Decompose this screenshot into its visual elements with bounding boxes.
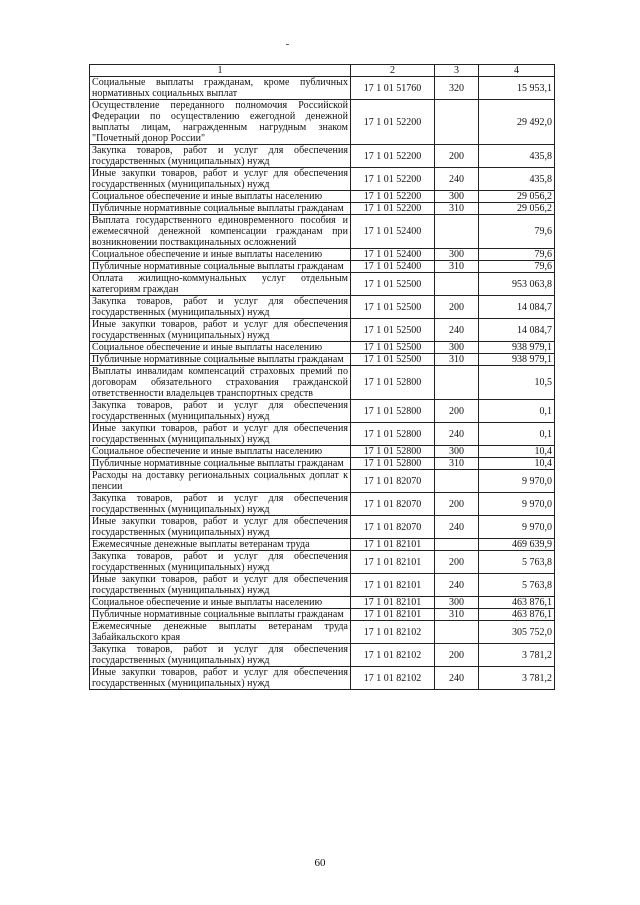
row-name-cell: Иные закупки товаров, работ и услуг для обеспечения государственных (муниципальных) нужд — [90, 168, 351, 191]
row-type-cell: 200 — [435, 493, 479, 516]
row-code-cell: 17 1 01 51760 — [351, 77, 435, 100]
budget-table — [89, 64, 555, 690]
row-type-cell — [435, 100, 479, 145]
row-type-cell: 300 — [435, 342, 479, 354]
row-amount-cell: 9 970,0 — [479, 470, 555, 493]
row-amount-cell: 3 781,2 — [479, 644, 555, 667]
scan-mark — [286, 44, 289, 45]
row-code-cell: 17 1 01 52500 — [351, 273, 435, 296]
row-name-cell: Социальное обеспечение и иные выплаты населению — [90, 597, 351, 609]
row-amount-cell: 10,5 — [479, 366, 555, 400]
row-name-cell: Социальные выплаты гражданам, кроме публичных нормативных социальных выплат — [90, 77, 351, 100]
row-name-cell: Социальное обеспечение и иные выплаты населению — [90, 191, 351, 203]
row-code-cell: 17 1 01 82102 — [351, 644, 435, 667]
table-row — [90, 366, 555, 400]
column-header-type: 3 — [435, 65, 479, 77]
row-amount-cell: 79,6 — [479, 215, 555, 249]
row-name-cell: Осуществление переданного полномочия Российской Федерации по осуществлению ежегодной денежной выплаты лицам, награжденным нагрудным знаком "Почетный донор России" — [90, 100, 351, 145]
table-row — [90, 621, 555, 644]
row-name-cell: Закупка товаров, работ и услуг для обеспечения государственных (муниципальных) нужд — [90, 145, 351, 168]
row-code-cell: 17 1 01 82070 — [351, 516, 435, 539]
row-code-cell: 17 1 01 82102 — [351, 621, 435, 644]
row-type-cell: 200 — [435, 644, 479, 667]
table-row — [90, 261, 555, 273]
row-code-cell: 17 1 01 52400 — [351, 261, 435, 273]
row-amount-cell: 29 492,0 — [479, 100, 555, 145]
table-row — [90, 249, 555, 261]
table-row — [90, 203, 555, 215]
row-type-cell: 240 — [435, 516, 479, 539]
row-code-cell: 17 1 01 52800 — [351, 423, 435, 446]
row-amount-cell: 9 970,0 — [479, 493, 555, 516]
row-type-cell: 200 — [435, 400, 479, 423]
table-row — [90, 516, 555, 539]
row-code-cell: 17 1 01 52400 — [351, 249, 435, 261]
row-name-cell: Социальное обеспечение и иные выплаты населению — [90, 342, 351, 354]
table-row — [90, 354, 555, 366]
row-type-cell: 310 — [435, 261, 479, 273]
row-type-cell: 240 — [435, 168, 479, 191]
row-type-cell: 310 — [435, 609, 479, 621]
table-row — [90, 191, 555, 203]
row-name-cell: Публичные нормативные социальные выплаты гражданам — [90, 458, 351, 470]
row-name-cell: Социальное обеспечение и иные выплаты населению — [90, 249, 351, 261]
table-row — [90, 296, 555, 319]
table-body — [90, 77, 555, 690]
row-code-cell: 17 1 01 82070 — [351, 470, 435, 493]
row-code-cell: 17 1 01 82101 — [351, 609, 435, 621]
table-row — [90, 100, 555, 145]
row-amount-cell: 5 763,8 — [479, 574, 555, 597]
row-type-cell: 300 — [435, 446, 479, 458]
table-row — [90, 168, 555, 191]
row-code-cell: 17 1 01 82101 — [351, 574, 435, 597]
table-row — [90, 342, 555, 354]
row-amount-cell: 10,4 — [479, 458, 555, 470]
column-header-amount: 4 — [479, 65, 555, 77]
row-type-cell: 310 — [435, 458, 479, 470]
table-row — [90, 458, 555, 470]
row-amount-cell: 953 063,8 — [479, 273, 555, 296]
row-amount-cell: 463 876,1 — [479, 609, 555, 621]
row-code-cell: 17 1 01 52800 — [351, 446, 435, 458]
row-amount-cell: 938 979,1 — [479, 342, 555, 354]
row-name-cell: Закупка товаров, работ и услуг для обеспечения государственных (муниципальных) нужд — [90, 644, 351, 667]
row-name-cell: Публичные нормативные социальные выплаты гражданам — [90, 261, 351, 273]
row-amount-cell: 938 979,1 — [479, 354, 555, 366]
row-code-cell: 17 1 01 82101 — [351, 551, 435, 574]
row-type-cell: 200 — [435, 296, 479, 319]
row-name-cell: Иные закупки товаров, работ и услуг для обеспечения государственных (муниципальных) нужд — [90, 667, 351, 690]
table-row — [90, 597, 555, 609]
table-row — [90, 423, 555, 446]
table-row — [90, 273, 555, 296]
row-code-cell: 17 1 01 52200 — [351, 191, 435, 203]
row-amount-cell: 79,6 — [479, 261, 555, 273]
row-amount-cell: 15 953,1 — [479, 77, 555, 100]
row-name-cell: Выплаты инвалидам компенсаций страховых премий по договорам обязательного страхования гражданской ответственности владельцев транспортных средств — [90, 366, 351, 400]
row-name-cell: Ежемесячные денежные выплаты ветеранам труда Забайкальского края — [90, 621, 351, 644]
row-type-cell: 300 — [435, 597, 479, 609]
row-amount-cell: 9 970,0 — [479, 516, 555, 539]
row-amount-cell: 14 084,7 — [479, 319, 555, 342]
row-code-cell: 17 1 01 52800 — [351, 458, 435, 470]
row-amount-cell: 79,6 — [479, 249, 555, 261]
row-amount-cell: 435,8 — [479, 145, 555, 168]
row-type-cell: 240 — [435, 574, 479, 597]
table-row — [90, 539, 555, 551]
table-row — [90, 319, 555, 342]
row-type-cell: 240 — [435, 667, 479, 690]
column-header-code: 2 — [351, 65, 435, 77]
column-header-name: 1 — [90, 65, 351, 77]
row-name-cell: Иные закупки товаров, работ и услуг для обеспечения государственных (муниципальных) нужд — [90, 574, 351, 597]
row-code-cell: 17 1 01 52500 — [351, 319, 435, 342]
row-name-cell: Оплата жилищно-коммунальных услуг отдельным категориям граждан — [90, 273, 351, 296]
row-name-cell: Иные закупки товаров, работ и услуг для обеспечения государственных (муниципальных) нужд — [90, 319, 351, 342]
row-type-cell: 310 — [435, 354, 479, 366]
row-name-cell: Публичные нормативные социальные выплаты гражданам — [90, 203, 351, 215]
row-type-cell — [435, 366, 479, 400]
row-code-cell: 17 1 01 82101 — [351, 597, 435, 609]
table-row — [90, 551, 555, 574]
row-amount-cell: 435,8 — [479, 168, 555, 191]
row-amount-cell: 0,1 — [479, 400, 555, 423]
row-type-cell: 200 — [435, 145, 479, 168]
row-type-cell: 300 — [435, 249, 479, 261]
row-type-cell: 320 — [435, 77, 479, 100]
row-amount-cell: 10,4 — [479, 446, 555, 458]
table-row — [90, 145, 555, 168]
row-name-cell: Публичные нормативные социальные выплаты гражданам — [90, 354, 351, 366]
row-code-cell: 17 1 01 52500 — [351, 342, 435, 354]
row-type-cell: 300 — [435, 191, 479, 203]
row-type-cell: 240 — [435, 423, 479, 446]
row-code-cell: 17 1 01 52200 — [351, 100, 435, 145]
row-code-cell: 17 1 01 52400 — [351, 215, 435, 249]
table-header-row — [90, 65, 555, 77]
row-name-cell: Выплата государственного единовременного пособия и ежемесячной денежной компенсации гражданам при возникновении поствакцинальных осложнений — [90, 215, 351, 249]
table-row — [90, 470, 555, 493]
row-amount-cell: 5 763,8 — [479, 551, 555, 574]
row-amount-cell: 3 781,2 — [479, 667, 555, 690]
row-code-cell: 17 1 01 52200 — [351, 145, 435, 168]
row-code-cell: 17 1 01 52500 — [351, 354, 435, 366]
table-row — [90, 446, 555, 458]
row-name-cell: Публичные нормативные социальные выплаты гражданам — [90, 609, 351, 621]
row-name-cell: Социальное обеспечение и иные выплаты населению — [90, 446, 351, 458]
row-code-cell: 17 1 01 82102 — [351, 667, 435, 690]
row-code-cell: 17 1 01 82070 — [351, 493, 435, 516]
row-name-cell: Закупка товаров, работ и услуг для обеспечения государственных (муниципальных) нужд — [90, 400, 351, 423]
table-row — [90, 644, 555, 667]
row-amount-cell: 305 752,0 — [479, 621, 555, 644]
row-amount-cell: 469 639,9 — [479, 539, 555, 551]
row-code-cell: 17 1 01 52200 — [351, 203, 435, 215]
row-name-cell: Закупка товаров, работ и услуг для обеспечения государственных (муниципальных) нужд — [90, 551, 351, 574]
row-type-cell — [435, 470, 479, 493]
table-row — [90, 215, 555, 249]
table-row — [90, 493, 555, 516]
row-type-cell — [435, 215, 479, 249]
row-type-cell: 240 — [435, 319, 479, 342]
row-name-cell: Иные закупки товаров, работ и услуг для обеспечения государственных (муниципальных) нужд — [90, 423, 351, 446]
row-code-cell: 17 1 01 82101 — [351, 539, 435, 551]
table-row — [90, 667, 555, 690]
row-type-cell: 310 — [435, 203, 479, 215]
row-amount-cell: 463 876,1 — [479, 597, 555, 609]
row-type-cell — [435, 273, 479, 296]
row-amount-cell: 29 056,2 — [479, 191, 555, 203]
row-code-cell: 17 1 01 52200 — [351, 168, 435, 191]
table-row — [90, 77, 555, 100]
row-amount-cell: 0,1 — [479, 423, 555, 446]
row-name-cell: Ежемесячные денежные выплаты ветеранам труда — [90, 539, 351, 551]
row-amount-cell: 14 084,7 — [479, 296, 555, 319]
row-code-cell: 17 1 01 52800 — [351, 366, 435, 400]
table-row — [90, 400, 555, 423]
row-name-cell: Закупка товаров, работ и услуг для обеспечения государственных (муниципальных) нужд — [90, 296, 351, 319]
row-name-cell: Расходы на доставку региональных социальных доплат к пенсии — [90, 470, 351, 493]
table-row — [90, 574, 555, 597]
row-type-cell: 200 — [435, 551, 479, 574]
row-amount-cell: 29 056,2 — [479, 203, 555, 215]
page-number: 60 — [314, 857, 326, 869]
row-name-cell: Закупка товаров, работ и услуг для обеспечения государственных (муниципальных) нужд — [90, 493, 351, 516]
row-name-cell: Иные закупки товаров, работ и услуг для обеспечения государственных (муниципальных) нужд — [90, 516, 351, 539]
row-code-cell: 17 1 01 52500 — [351, 296, 435, 319]
row-code-cell: 17 1 01 52800 — [351, 400, 435, 423]
row-type-cell — [435, 539, 479, 551]
table-row — [90, 609, 555, 621]
row-type-cell — [435, 621, 479, 644]
